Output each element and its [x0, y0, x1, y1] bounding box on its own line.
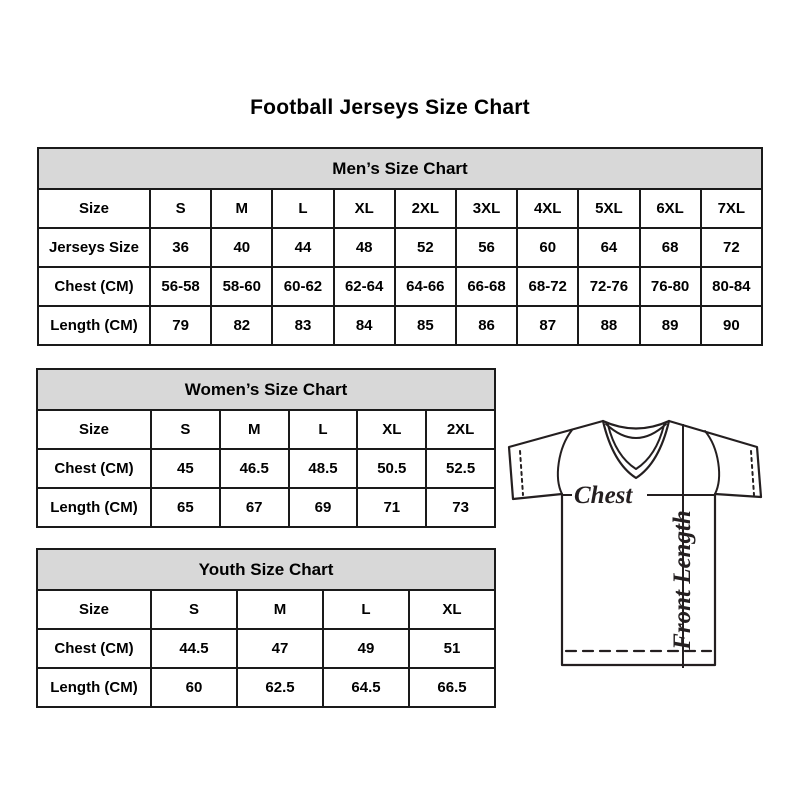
chest-label: Chest: [574, 482, 633, 509]
size-cell: 56: [456, 228, 517, 267]
size-cell: XL: [334, 189, 395, 228]
size-cell: 68-72: [517, 267, 578, 306]
page-title: Football Jerseys Size Chart: [250, 96, 530, 119]
size-cell: 36: [150, 228, 211, 267]
size-cell: M: [211, 189, 272, 228]
size-cell: 52.5: [426, 449, 495, 488]
size-cell: 65: [151, 488, 220, 527]
size-cell: M: [237, 590, 323, 629]
womens-size-table: [36, 368, 496, 528]
table-title-row: [37, 369, 495, 410]
table-row: [38, 189, 762, 228]
table-row: [37, 629, 495, 668]
size-cell: 60-62: [272, 267, 333, 306]
size-cell: 51: [409, 629, 495, 668]
size-cell: 83: [272, 306, 333, 345]
table-row: [38, 306, 762, 345]
size-cell: 49: [323, 629, 409, 668]
youth-size-table: [36, 548, 496, 708]
table-title-row: [37, 549, 495, 590]
size-cell: 56-58: [150, 267, 211, 306]
size-cell: 76-80: [640, 267, 701, 306]
size-cell: S: [151, 410, 220, 449]
table-row: [37, 590, 495, 629]
size-cell: 6XL: [640, 189, 701, 228]
size-cell: 52: [395, 228, 456, 267]
size-cell: 71: [357, 488, 426, 527]
table-row: [37, 449, 495, 488]
size-cell: 68: [640, 228, 701, 267]
size-cell: 40: [211, 228, 272, 267]
size-cell: XL: [409, 590, 495, 629]
size-cell: 72-76: [578, 267, 639, 306]
row-label: Jerseys Size: [38, 228, 150, 267]
size-cell: 5XL: [578, 189, 639, 228]
size-cell: 2XL: [426, 410, 495, 449]
size-cell: 4XL: [517, 189, 578, 228]
size-cell: 80-84: [701, 267, 762, 306]
table-title: Youth Size Chart: [37, 549, 495, 590]
row-label: Length (CM): [38, 306, 150, 345]
size-cell: 64.5: [323, 668, 409, 707]
size-cell: 66.5: [409, 668, 495, 707]
size-cell: 44.5: [151, 629, 237, 668]
size-cell: 87: [517, 306, 578, 345]
front-length-label: Front Length: [669, 510, 696, 650]
table-row: [37, 410, 495, 449]
table-row: [38, 228, 762, 267]
size-cell: 7XL: [701, 189, 762, 228]
size-cell: 64-66: [395, 267, 456, 306]
size-cell: 73: [426, 488, 495, 527]
size-cell: XL: [357, 410, 426, 449]
size-cell: 79: [150, 306, 211, 345]
table-title: Men’s Size Chart: [38, 148, 762, 189]
size-cell: 48: [334, 228, 395, 267]
size-cell: 58-60: [211, 267, 272, 306]
size-cell: 66-68: [456, 267, 517, 306]
size-cell: S: [151, 590, 237, 629]
size-cell: 2XL: [395, 189, 456, 228]
jersey-svg: [506, 418, 766, 668]
size-cell: S: [150, 189, 211, 228]
size-cell: L: [323, 590, 409, 629]
row-label: Size: [37, 410, 151, 449]
table-title: Women’s Size Chart: [37, 369, 495, 410]
row-label: Size: [38, 189, 150, 228]
size-cell: 50.5: [357, 449, 426, 488]
row-label: Length (CM): [37, 668, 151, 707]
table-row: [37, 668, 495, 707]
table-title-row: [38, 148, 762, 189]
row-label: Chest (CM): [37, 449, 151, 488]
size-cell: 48.5: [289, 449, 358, 488]
size-cell: 90: [701, 306, 762, 345]
size-cell: 44: [272, 228, 333, 267]
size-cell: 47: [237, 629, 323, 668]
mens-size-table: [37, 147, 763, 346]
table-row: [38, 267, 762, 306]
size-cell: 64: [578, 228, 639, 267]
size-cell: 86: [456, 306, 517, 345]
size-cell: 60: [517, 228, 578, 267]
size-cell: L: [272, 189, 333, 228]
table-row: [37, 488, 495, 527]
size-cell: 60: [151, 668, 237, 707]
row-label: Chest (CM): [37, 629, 151, 668]
size-cell: 72: [701, 228, 762, 267]
size-cell: 45: [151, 449, 220, 488]
row-label: Chest (CM): [38, 267, 150, 306]
size-cell: 89: [640, 306, 701, 345]
size-cell: 67: [220, 488, 289, 527]
size-cell: 85: [395, 306, 456, 345]
row-label: Length (CM): [37, 488, 151, 527]
size-cell: 62-64: [334, 267, 395, 306]
row-label: Size: [37, 590, 151, 629]
jersey-diagram: [506, 418, 766, 668]
size-cell: M: [220, 410, 289, 449]
size-cell: 46.5: [220, 449, 289, 488]
size-cell: 69: [289, 488, 358, 527]
size-cell: 88: [578, 306, 639, 345]
size-cell: 82: [211, 306, 272, 345]
size-cell: 62.5: [237, 668, 323, 707]
size-cell: 84: [334, 306, 395, 345]
size-cell: L: [289, 410, 358, 449]
jersey-outline: [509, 421, 761, 665]
size-cell: 3XL: [456, 189, 517, 228]
